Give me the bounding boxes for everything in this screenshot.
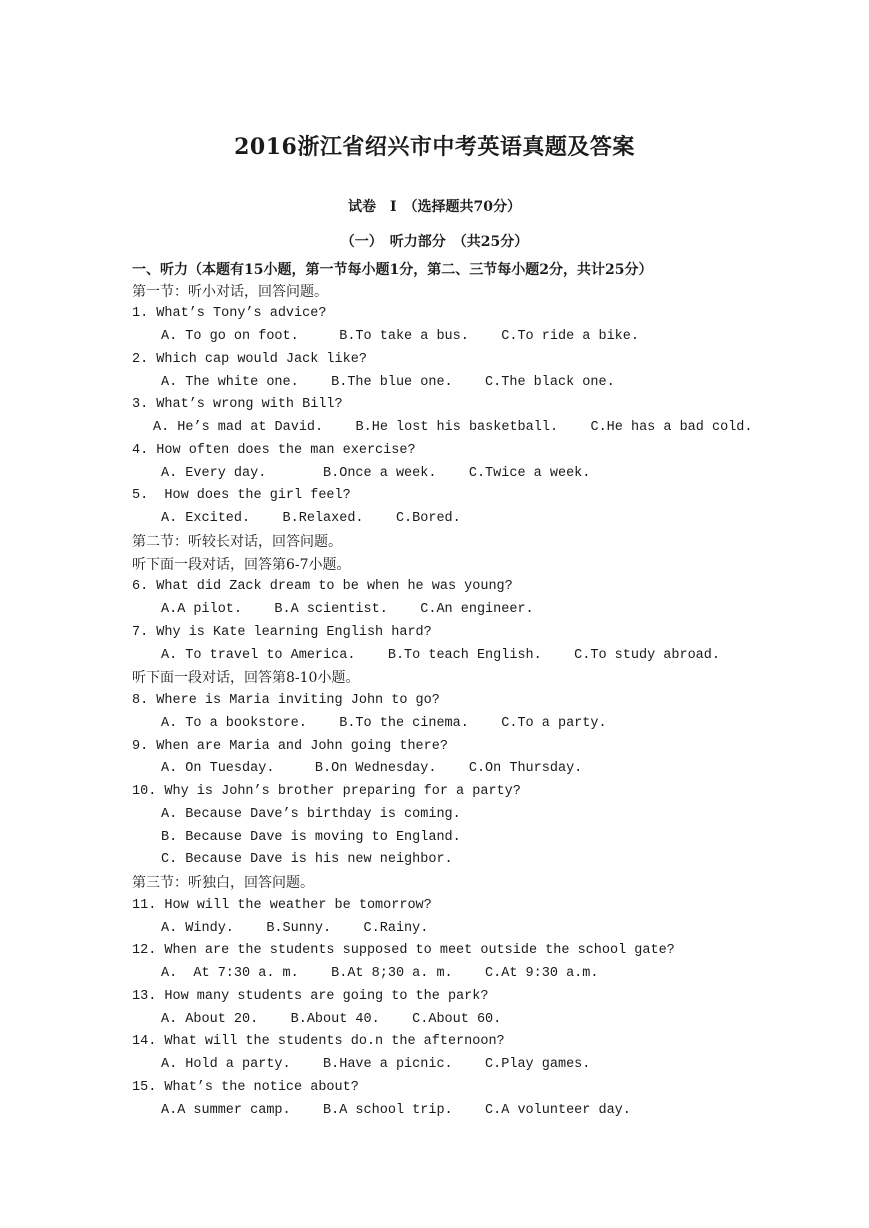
question-12: 12. When are the students supposed to meet outside the school gate?: [132, 943, 675, 958]
part1-heading: 第一节：听小对话，回答问题。: [132, 284, 328, 300]
question-9: 9. When are Maria and John going there?: [132, 739, 448, 754]
part3-heading: 第三节：听独白，回答问题。: [132, 875, 314, 891]
question-7-options: A. To travel to America. B.To teach English. C.To study abroad.: [161, 648, 720, 663]
question-13-options: A. About 20. B.About 40. C.About 60.: [161, 1012, 502, 1027]
listening-subtitle: （一） 听力部分 （共25分）: [340, 234, 529, 250]
question-5-options: A. Excited. B.Relaxed. C.Bored.: [161, 511, 461, 526]
question-14-options: A. Hold a party. B.Have a picnic. C.Play games.: [161, 1057, 591, 1072]
question-6: 6. What did Zack dream to be when he was young?: [132, 579, 513, 594]
section-heading: 一、听力（本题有15小题，第一节每小题1分，第二、三节每小题2分，共计25分）: [132, 262, 653, 278]
question-11-options: A. Windy. B.Sunny. C.Rainy.: [161, 921, 429, 936]
question-8-options: A. To a bookstore. B.To the cinema. C.To a party.: [161, 716, 607, 731]
document-title: 2016浙江省绍兴市中考英语真题及答案: [234, 134, 635, 160]
question-4: 4. How often does the man exercise?: [132, 443, 416, 458]
question-1-options: A. To go on foot. B.To take a bus. C.To ride a bike.: [161, 329, 639, 344]
question-2-options: A. The white one. B.The blue one. C.The black one.: [161, 375, 615, 390]
paper-subtitle: 试卷 Ⅰ （选择题共70分）: [347, 199, 522, 215]
question-3: 3. What’s wrong with Bill?: [132, 397, 343, 412]
part2-instruction-a: 听下面一段对话，回答第6-7小题。: [132, 557, 351, 573]
question-13: 13. How many students are going to the park?: [132, 989, 489, 1004]
question-5: 5. How does the girl feel?: [132, 488, 351, 503]
question-14: 14. What will the students do.n the afternoon?: [132, 1034, 505, 1049]
question-2: 2. Which cap would Jack like?: [132, 352, 367, 367]
question-8: 8. Where is Maria inviting John to go?: [132, 693, 440, 708]
question-12-options: A. At 7:30 a. m. B.At 8;30 a. m. C.At 9:30 a.m.: [161, 966, 599, 981]
question-15-options: A.A summer camp. B.A school trip. C.A volunteer day.: [161, 1103, 631, 1118]
question-6-options: A.A pilot. B.A scientist. C.An engineer.: [161, 602, 534, 617]
question-15: 15. What’s the notice about?: [132, 1080, 359, 1095]
question-1: 1. What’s Tony’s advice?: [132, 306, 327, 321]
question-9-options: A. On Tuesday. B.On Wednesday. C.On Thursday.: [161, 761, 583, 776]
question-10-option-b: B. Because Dave is moving to England.: [161, 830, 461, 845]
part2-heading: 第二节：听较长对话，回答问题。: [132, 534, 342, 550]
part2-instruction-b: 听下面一段对话，回答第8-10小题。: [132, 670, 360, 686]
question-4-options: A. Every day. B.Once a week. C.Twice a week.: [161, 466, 591, 481]
question-10: 10. Why is John’s brother preparing for a party?: [132, 784, 521, 799]
question-10-option-c: C. Because Dave is his new neighbor.: [161, 852, 453, 867]
question-10-option-a: A. Because Dave’s birthday is coming.: [161, 807, 461, 822]
question-7: 7. Why is Kate learning English hard?: [132, 625, 432, 640]
question-3-options: A. He’s mad at David. B.He lost his basketball. C.He has a bad cold.: [153, 420, 753, 435]
question-11: 11. How will the weather be tomorrow?: [132, 898, 432, 913]
